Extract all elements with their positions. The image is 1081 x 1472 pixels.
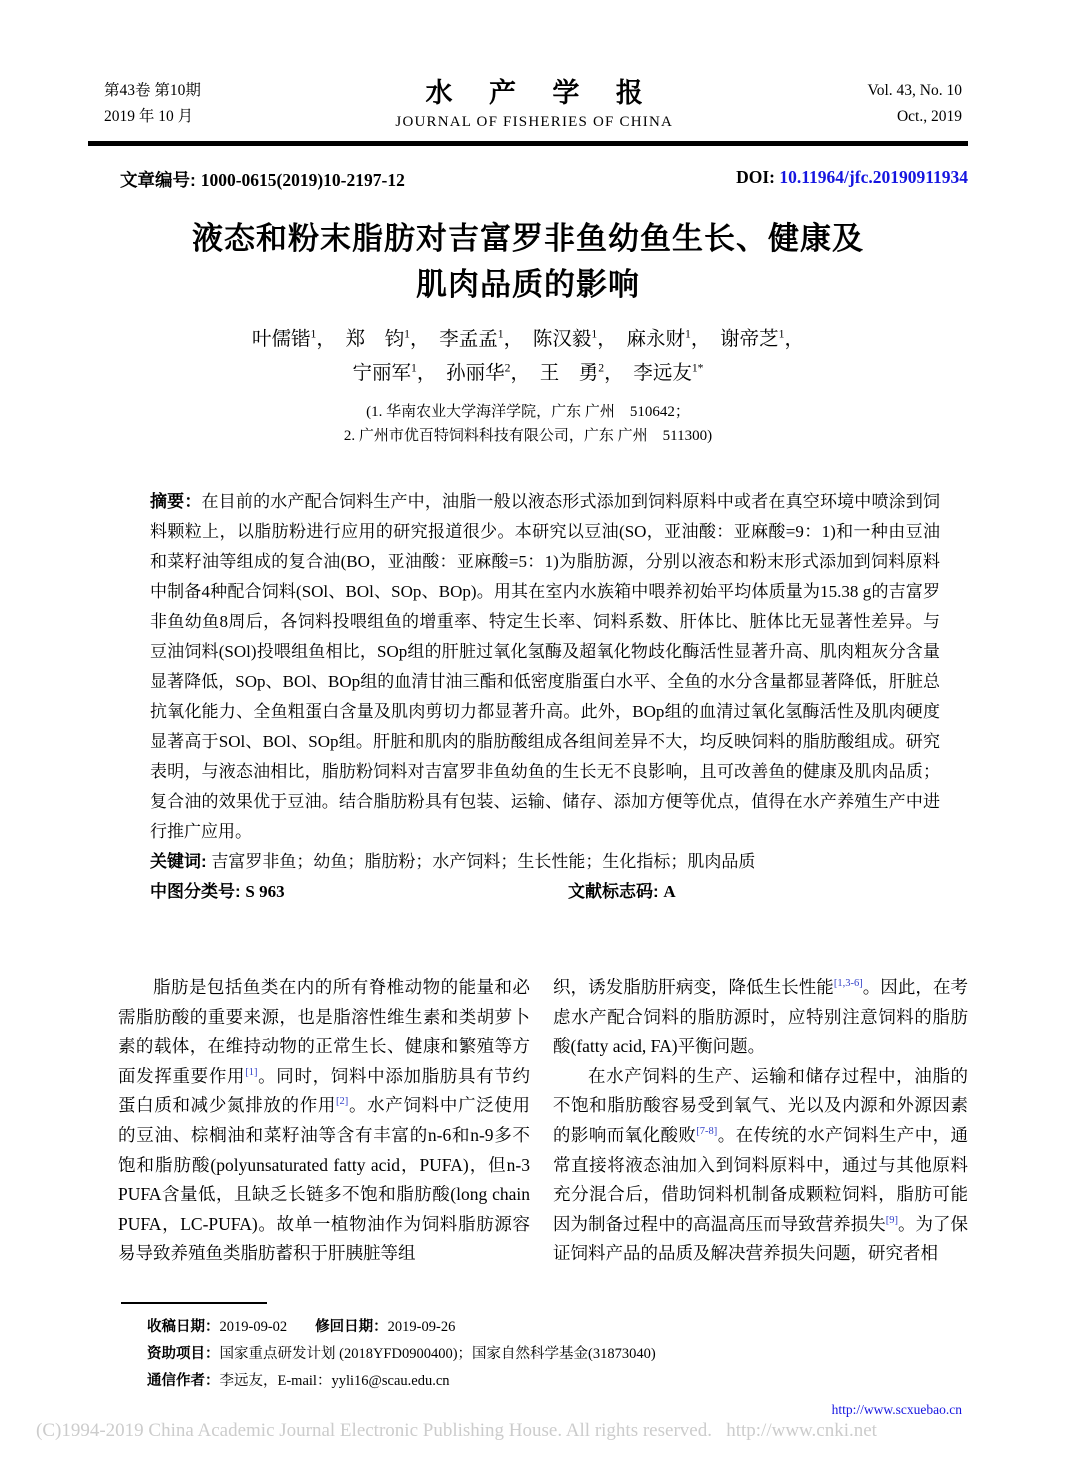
abstract-text: 在目前的水产配合饲料生产中，油脂一般以液态形式添加到饲料原料中或者在真空环境中喷涂到饲料颗粒上，以脂肪粉进行应用的研究报道很少。本研究以豆油(SO，亚油酸：亚麻酸=9：1)和一种由豆油和菜籽油等组成的复合油(BO，亚油酸：亚麻酸=5：1)为脂肪源，分别以液态和粉末形式添加到饲料原料中制备4种配合饲料(SOl、BOl、SOp、BOp)。用其在室内水族箱中喂养初始平均体质量为15.38 g的吉富罗非鱼幼鱼8周后，各饲料投喂组鱼的增重率、特定生长率、饲料系数、肝体比、脏体比无显著性差异。与豆油饲料(SOl)投喂组鱼相比，SOp组的肝脏过氧化氢酶及超氧化物歧化酶活性显著升高、肌肉粗灰分含量显著降低，SOp、BOl、BOp组的血清甘油三酯和低密度脂蛋白水平、全鱼的水分含量都显著降低，肝脏总抗氧化能力、全鱼粗蛋白含量及肌肉剪切力都显著升高。此外，BOp组的血清过氧化氢酶活性及肌肉硬度显著高于SOl、BOl、SOp组。肝脏和肌肉的脂肪酸组成各组间差异不大，均反映饲料的脂肪酸组成。研究表明，与液态油相比，脂肪粉饲料对吉富罗非鱼幼鱼的生长无不良影响，且可改善鱼的健康及肌肉品质；复合油的效果优于豆油。结合脂肪粉具有包装、运输、储存、添加方便等优点，值得在水产养殖生产中进行推广应用。 (150, 492, 941, 841)
footnote-corresponding (147, 1368, 927, 1395)
article-number-value: 1000-0615(2019)10-2197-12 (200, 170, 405, 190)
abstract-label: 摘要： (150, 492, 202, 511)
article-title-line1: 液态和粉末脂肪对吉富罗非鱼幼鱼生长、健康及 (192, 221, 864, 256)
body-columns (118, 973, 968, 1269)
journal-website-link[interactable]: http://www.scxuebao.cn (831, 1402, 962, 1417)
footnote-rule (121, 1302, 267, 1304)
doi (736, 167, 968, 192)
clc-value: S 963 (245, 882, 285, 901)
header-center (201, 78, 868, 134)
body-column-right (553, 973, 968, 1269)
body-column-left (118, 973, 530, 1269)
document-code-value: A (663, 882, 676, 901)
doi-label: DOI: (736, 167, 780, 187)
revised-label: 修回日期： (315, 1319, 388, 1335)
paragraph-intro-cont: 织，诱发脂肪肝病变，降低生长性能[1,3-6]。因此，在考虑水产配合饲料的脂肪源时，应特别注意饲料的脂肪酸(fatty acid, FA)平衡问题。 (553, 977, 969, 1057)
journal-header (88, 78, 968, 134)
funding-text: 国家重点研发计划 (2018YFD0900400)；国家自然科学基金(31873040) (219, 1346, 656, 1362)
article-number (88, 167, 405, 192)
document-code (568, 877, 676, 907)
author-list (88, 323, 968, 391)
header-rule (88, 141, 968, 146)
keywords (150, 847, 940, 877)
journal-title-cn: 水 产 学 报 (425, 78, 658, 108)
header-right (868, 78, 968, 130)
volume-issue-en: Vol. 43, No. 10 (867, 82, 962, 99)
received-date: 2019-09-02 (219, 1319, 288, 1335)
funding-label: 资助项目： (147, 1346, 220, 1362)
affiliation-1: (1. 华南农业大学海洋学院，广东 广州 510642； (366, 404, 690, 420)
article-title (88, 216, 968, 308)
affiliations (88, 400, 968, 448)
header-left (88, 78, 201, 130)
doi-link[interactable]: 10.11964/jfc.20190911934 (779, 167, 968, 187)
date-en: Oct., 2019 (896, 108, 962, 125)
footnote-dates (147, 1314, 927, 1341)
volume-issue-cn: 第43卷 第10期 (104, 82, 201, 99)
cnki-watermark: (C)1994-2019 China Academic Journal Electronic Publishing House. All rights reserved. http://www.cnki.net (36, 1420, 877, 1441)
corresponding-text: 李远友，E-mail：yyli16@scau.edu.cn (219, 1373, 450, 1389)
paragraph-second: 在水产饲料的生产、运输和储存过程中，油脂的不饱和脂肪酸容易受到氧气、光以及内源和外源因素的影响而氧化酸败[7-8]。在传统的水产饲料生产中，通常直接将液态油加入到饲料原料中，通过与其他原料充分混合后，借助饲料机制备成颗粒饲料，脂肪可能因为制备过程中的高温高压而导致营养损失[9]。为了保证饲料产品的品质及解决营养损失问题，研究者相 (553, 1065, 969, 1264)
keywords-label: 关键词: (150, 852, 212, 871)
clc-number (150, 877, 568, 907)
authors-line-2: 宁丽军$^1$， 孙丽华$^2$， 王 勇$^2$， 李远友$^{1*}$ (352, 361, 704, 384)
article-number-label: 文章编号: (120, 170, 201, 190)
clc-label: 中图分类号: (150, 882, 246, 901)
paragraph-intro: 脂肪是包括鱼类在内的所有脊椎动物的能量和必需脂肪酸的重要来源，也是脂溶性维生素和类胡萝卜素的载体，在维持动物的正常生长、健康和繁殖等方面发挥重要作用[1]。同时，饲料中添加脂肪具有节约蛋白质和减少氮排放的作用[2]。水产饲料中广泛使用的豆油、棕榈油和菜籽油等含有丰富的n-6和n-9多不饱和脂肪酸(polyunsaturated fatty acid，PUFA)，但n-3 PUFA含量低，且缺乏长链多不饱和脂肪酸(long chain PUFA，LC-PUFA)。故单一植物油作为饲料脂肪源容易导致养殖鱼类脂肪蓄积于肝胰脏等组 (118, 977, 531, 1264)
footnote-funding (147, 1341, 927, 1368)
keywords-text: 吉富罗非鱼；幼鱼；脂肪粉；水产饲料；生长性能；生化指标；肌肉品质 (211, 852, 756, 871)
article-meta-row (88, 167, 968, 192)
revised-date: 2019-09-26 (387, 1319, 456, 1335)
document-code-label: 文献标志码: (568, 882, 664, 901)
affiliation-2: 2. 广州市优百特饲料科技有限公司，广东 广州 511300) (343, 428, 713, 444)
abstract (150, 487, 940, 847)
corresponding-label: 通信作者： (147, 1373, 220, 1389)
received-label: 收稿日期： (147, 1319, 220, 1335)
date-cn: 2019 年 10 月 (104, 108, 194, 125)
journal-title-en: JOURNAL OF FISHERIES OF CHINA (395, 114, 674, 130)
classification-row (150, 877, 940, 907)
authors-line-1: 叶儒锴$^1$， 郑 钧$^1$， 李孟孟$^1$， 陈汉毅$^1$， 麻永财$^1$， 谢帝芝$^1$， (252, 327, 804, 350)
footnotes (147, 1314, 927, 1395)
article-title-line2: 肌肉品质的影响 (416, 267, 640, 302)
